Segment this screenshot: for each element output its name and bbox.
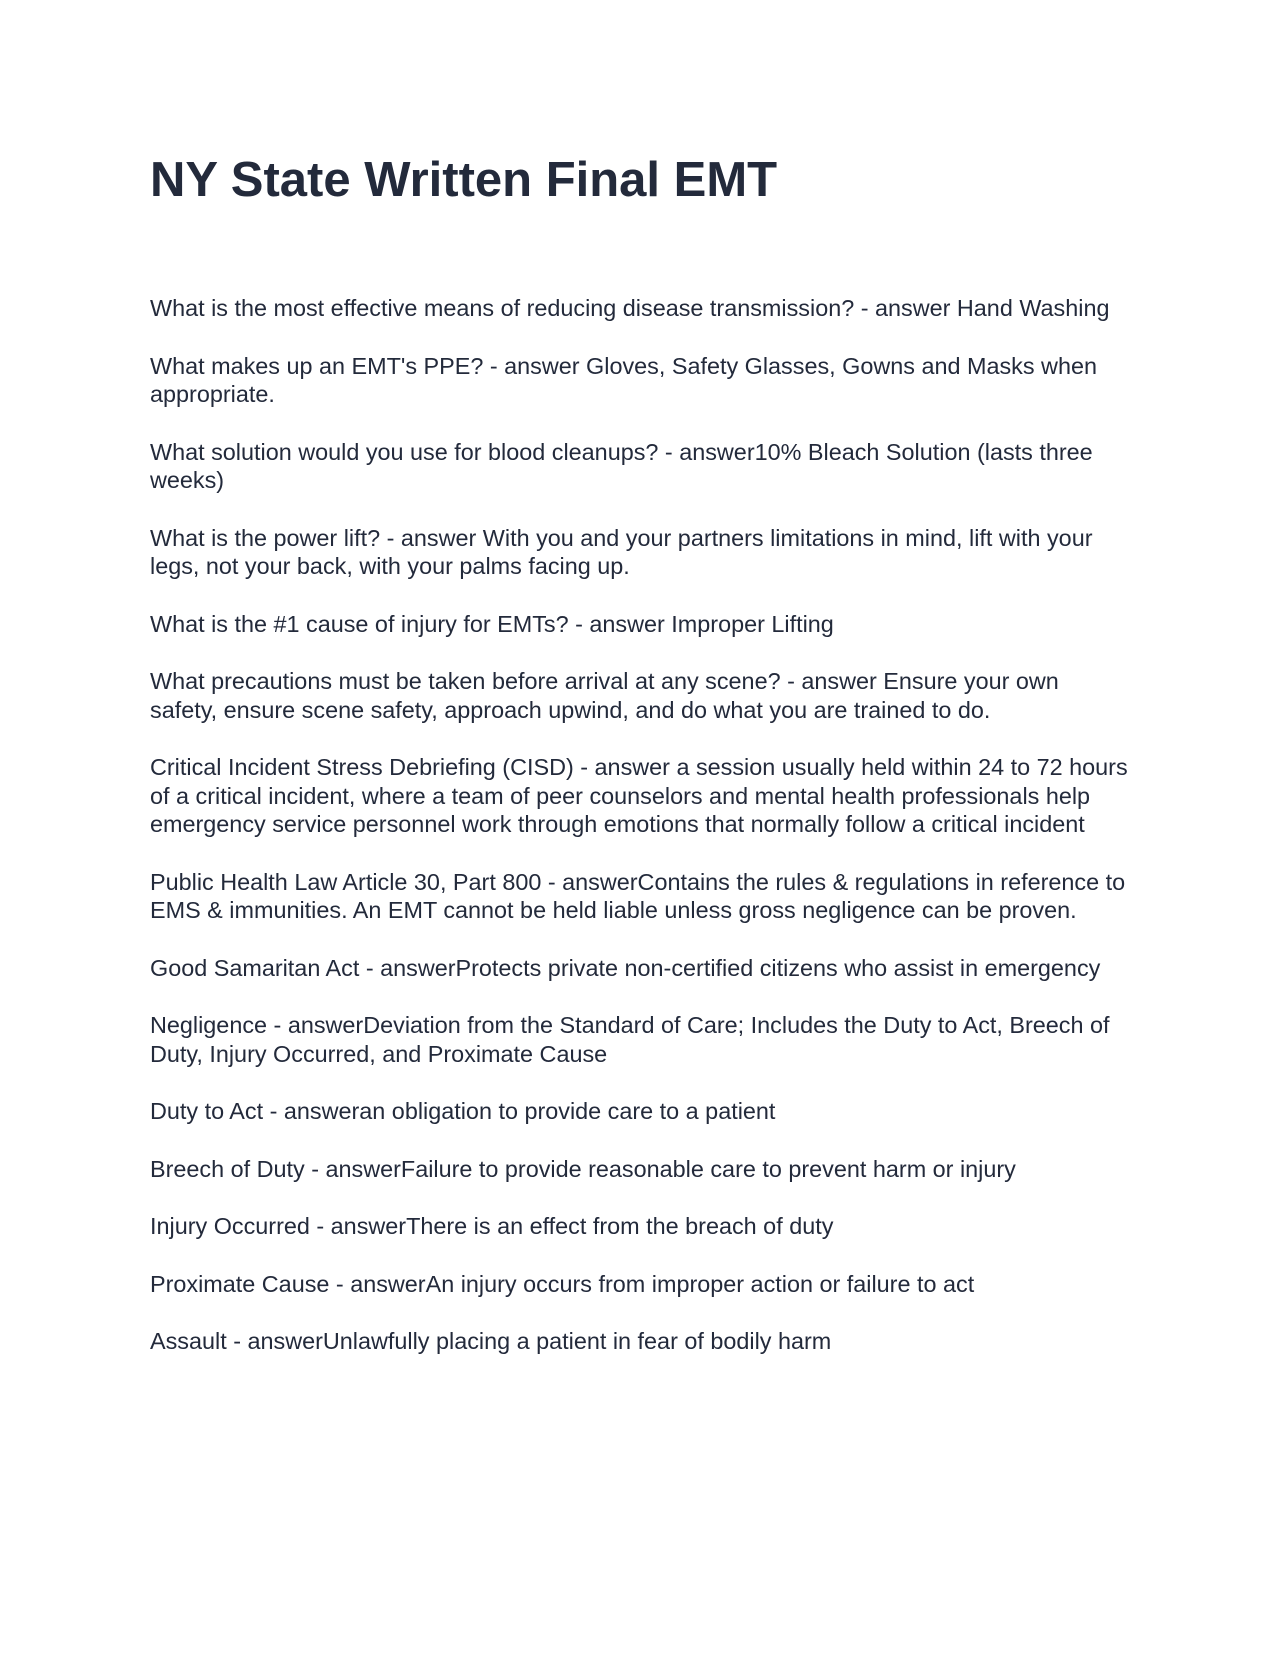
qa-entry: What is the most effective means of reducing disease transmission? - answer Hand Washing <box>150 295 1110 321</box>
qa-entry: What precautions must be taken before arrival at any scene? - answer Ensure your own safety, ensure scene safety, approach upwind, and do what you are trained to do. <box>150 668 1059 723</box>
qa-entry: Public Health Law Article 30, Part 800 - answerContains the rules & regulations in reference to EMS & immunities. An EMT cannot be held liable unless gross negligence can be proven. <box>150 868 1126 923</box>
qa-entry: What solution would you use for blood cleanups? - answer10% Bleach Solution (lasts three weeks) <box>150 438 1093 493</box>
qa-entry-list <box>150 294 1130 1385</box>
qa-entry: Injury Occurred - answerThere is an effect from the breach of duty <box>150 1213 834 1239</box>
qa-entry: Negligence - answerDeviation from the Standard of Care; Includes the Duty to Act, Breech of Duty, Injury Occurred, and Proximate Cause <box>150 1012 1110 1067</box>
qa-entry: What is the #1 cause of injury for EMTs? - answer Improper Lifting <box>150 610 834 637</box>
qa-entry: Good Samaritan Act - answerProtects private non-certified citizens who assist in emergency <box>150 954 1101 981</box>
qa-entry: Assault - answerUnlawfully placing a patient in fear of bodily harm <box>150 1328 832 1354</box>
qa-entry: Duty to Act - answeran obligation to provide care to a patient <box>150 1098 776 1124</box>
document-title: NY State Written Final EMT <box>150 153 778 207</box>
qa-entry: What is the power lift? - answer With you and your partners limitations in mind, lift with your legs, not your back, with your palms facing up. <box>150 524 1093 579</box>
qa-entry: What makes up an EMT's PPE? - answer Gloves, Safety Glasses, Gowns and Masks when appropriate. <box>150 352 1097 407</box>
qa-entry: Proximate Cause - answerAn injury occurs from improper action or failure to act <box>150 1270 975 1297</box>
qa-entry: Critical Incident Stress Debriefing (CISD) - answer a session usually held within 24 to 72 hours of a critical incident, where a team of peer counselors and mental health professionals help emergency service personnel work through emotions that normally follow a critical incident <box>150 754 1128 837</box>
qa-entry: Breech of Duty - answerFailure to provide reasonable care to prevent harm or injury <box>150 1155 1016 1182</box>
